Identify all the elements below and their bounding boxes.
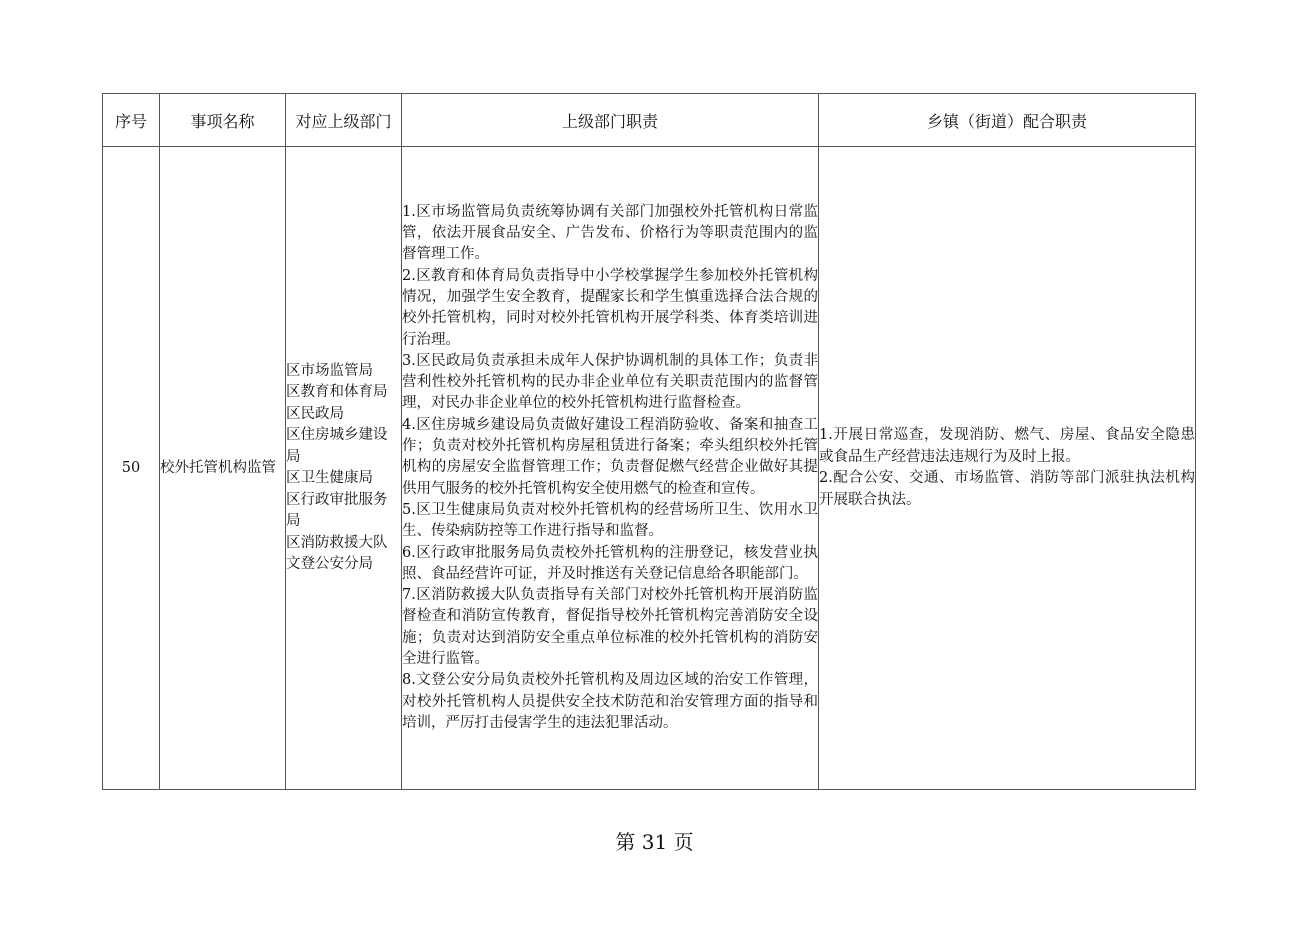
department-item: 区民政局 xyxy=(286,405,344,422)
department-item: 文登公安分局 xyxy=(286,556,373,572)
header-item-name: 事项名称 xyxy=(160,94,286,147)
duty-paragraph: 3.区民政局负责承担未成年人保护协调机制的具体工作；负责非营利性校外托管机构的民办非企业单位有关职责范围内的监督管理，对民办非企业单位的校外托管机构进行监督检查。 xyxy=(402,352,818,412)
header-superior-duties: 上级部门职责 xyxy=(402,94,819,147)
duty-paragraph: 4.区住房城乡建设局负责做好建设工程消防验收、备案和抽查工作；负责对校外托管机构房屋租赁进行备案；牵头组织校外托管机构的房屋安全监督管理工作；负责督促燃气经营企业做好其提供用气服务的校外托管机构安全使用燃气的检查和宣传。 xyxy=(402,416,818,497)
department-item: 区教育和体育局 xyxy=(286,384,388,400)
department-item: 区市场监管局 xyxy=(286,362,373,379)
row-number: 50 xyxy=(103,147,160,790)
header-departments: 对应上级部门 xyxy=(286,94,402,147)
duty-paragraph: 5.区卫生健康局负责对校外托管机构的经营场所卫生、饮用水卫生、传染病防控等工作进行指导和监督。 xyxy=(402,501,818,540)
town-duty-paragraph: 2.配合公安、交通、市场监管、消防等部门派驻执法机构开展联合执法。 xyxy=(819,470,1195,508)
town-duties xyxy=(819,147,1196,790)
table-row xyxy=(103,147,1196,790)
duty-paragraph: 7.区消防救援大队负责指导有关部门对校外托管机构开展消防监督检查和消防宣传教育，督促指导校外托管机构完善消防安全设施；负责对达到消防安全重点单位标准的校外托管机构的消防安全进行监管。 xyxy=(402,587,818,668)
department-item: 区消防救援大队 xyxy=(286,534,388,551)
superior-duties xyxy=(402,147,819,790)
department-list xyxy=(286,147,402,790)
duty-paragraph: 6.区行政审批服务局负责校外托管机构的注册登记，核发营业执照、食品经营许可证，并及时推送有关登记信息给各职能部门。 xyxy=(402,544,818,582)
duty-paragraph: 2.区教育和体育局负责指导中小学校掌握学生参加校外托管机构情况，加强学生安全教育，提醒家长和学生慎重选择合法合规的校外托管机构，同时对校外托管机构开展学科类、体育类培训进行治理。 xyxy=(402,267,818,348)
department-item: 区住房城乡建设局 xyxy=(286,427,388,465)
item-name: 校外托管机构监管 xyxy=(160,147,286,790)
department-item: 区卫生健康局 xyxy=(286,470,373,486)
department-item: 区行政审批服务局 xyxy=(286,491,388,529)
header-town-duties: 乡镇（街道）配合职责 xyxy=(819,94,1196,147)
duty-paragraph: 8.文登公安分局负责校外托管机构及周边区域的治安工作管理，对校外托管机构人员提供安全技术防范和治安管理方面的指导和培训，严厉打击侵害学生的违法犯罪活动。 xyxy=(402,672,818,731)
duty-paragraph: 1.区市场监管局负责统筹协调有关部门加强校外托管机构日常监管，依法开展食品安全、广告发布、价格行为等职责范围内的监督管理工作。 xyxy=(402,203,818,263)
header-number: 序号 xyxy=(103,94,160,147)
table-header-row xyxy=(103,94,1196,147)
page-number: 第 31 页 xyxy=(615,830,694,854)
duty-table xyxy=(102,93,1196,790)
town-duty-paragraph: 1.开展日常巡查，发现消防、燃气、房屋、食品安全隐患或食品生产经营违法违规行为及时上报。 xyxy=(819,427,1195,465)
